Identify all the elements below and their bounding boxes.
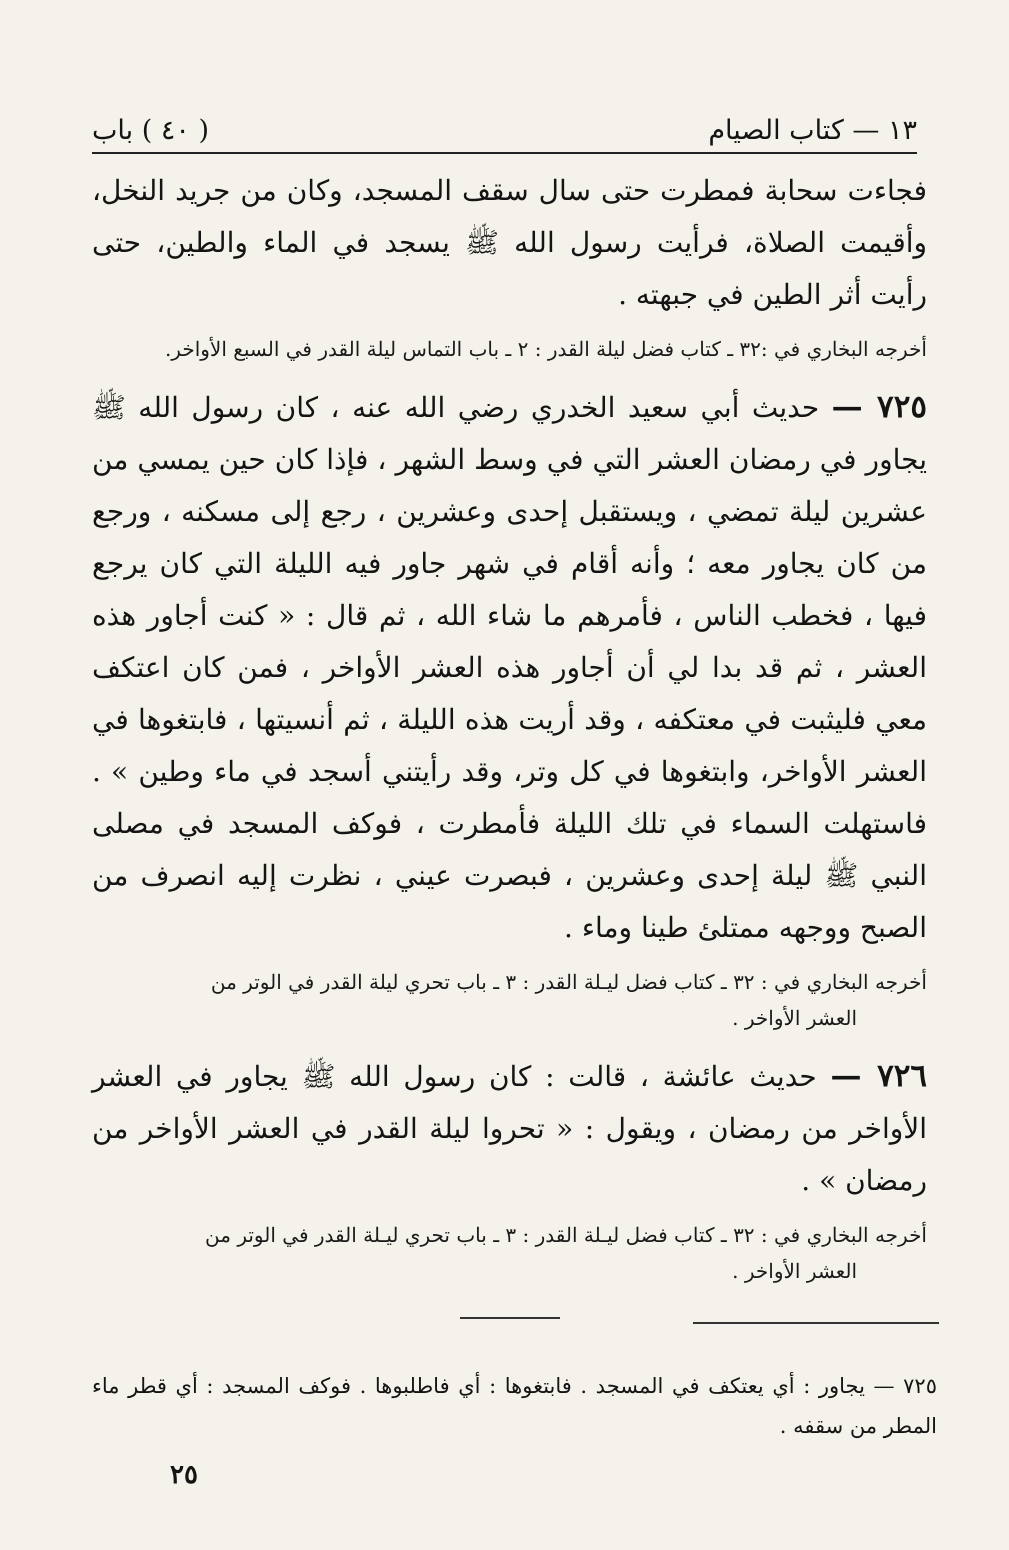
hadith-725-number: ٧٢٥ — xyxy=(831,389,927,425)
main-text xyxy=(92,165,927,1319)
footnote: ٧٢٥ — يجاور : أي يعتكف في المسجد . فابتغوها : أي فاطلبوها . فوكف المسجد : أي قطر ماء المطر من سقفه . xyxy=(92,1374,937,1438)
hadith-725 xyxy=(92,381,927,954)
section-divider xyxy=(460,1317,560,1319)
hadith-726-number: ٧٢٦ — xyxy=(830,1058,928,1094)
book-heading: ١٣ — كتاب الصيام xyxy=(708,115,917,146)
chapter-heading: ( ٤٠ ) باب xyxy=(92,115,209,146)
hadith-725-reference xyxy=(92,964,927,1036)
hadith-725-text: حديث أبي سعيد الخدري رضي الله عنه ، كان رسول الله ﷺ يجاور في رمضان العشر التي في وسط الشهر ، فإذا كان حين يمسي من عشرين ليلة تمضي ، ويستقبل إحدى وعشرين ، رجع إلى مسكنه ، ورجع من كان يجاور معه ؛ وأنه أقام في شهر جاور فيه الليلة التي كان يرجع فيها ، فخطب الناس ، فأمرهم ما شاء الله ، ثم قال : « كنت أجاور هذه العشر ، ثم قد بدا لي أن أجاور هذه العشر الأواخر ، فمن كان اعتكف معي فليثبت في معتكفه ، وقد أريت هذه الليلة ، ثم أنسيتها ، فابتغوها في العشر الأواخر، وابتغوها في كل وتر، وقد رأيتني أسجد في ماء وطين » . فاستهلت السماء في تلك الليلة فأمطرت ، فوكف المسجد في مصلى النبي ﷺ ليلة إحدى وعشرين ، فبصرت عيني ، نظرت إليه انصرف من الصبح ووجهه ممتلئ طينا وماء . xyxy=(92,391,927,944)
hadith-725-ref-line1: أخرجه البخاري في : ٣٢ ـ كتاب فضل ليـلة القدر : ٣ ـ باب تحري ليلة القدر في الوتر من xyxy=(210,970,927,994)
footnote-rule xyxy=(693,1322,939,1324)
hadith-726-text: حديث عائشة ، قالت : كان رسول الله ﷺ يجاور في العشر الأواخر من رمضان ، ويقول : « تحروا ليلة القدر في العشر الأواخر من رمضان » . xyxy=(92,1060,927,1197)
hadith-725-ref-line2: العشر الأواخر . xyxy=(732,1006,857,1030)
hadith-726 xyxy=(92,1050,927,1207)
running-header xyxy=(92,98,917,154)
page-number: ٢٥ xyxy=(170,1460,198,1490)
hadith-726-ref-line1: أخرجه البخاري في : ٣٢ ـ كتاب فضل ليـلة القدر : ٣ ـ باب تحري ليـلة القدر في الوتر من xyxy=(205,1223,927,1247)
continuation-reference: أخرجه البخاري في :٣٢ ـ كتاب فضل ليلة القدر : ٢ ـ باب التماس ليلة القدر في السبع الأواخر. xyxy=(164,337,927,361)
hadith-726-reference xyxy=(92,1217,927,1289)
hadith-726-ref-line2: العشر الأواخر . xyxy=(732,1259,857,1283)
continuation-text: فجاءت سحابة فمطرت حتى سال سقف المسجد، وكان من جريد النخل، وأقيمت الصلاة، فرأيت رسول الله ﷺ يسجد في الماء والطين، حتى رأيت أثر الطين في جبهته . xyxy=(92,174,927,311)
